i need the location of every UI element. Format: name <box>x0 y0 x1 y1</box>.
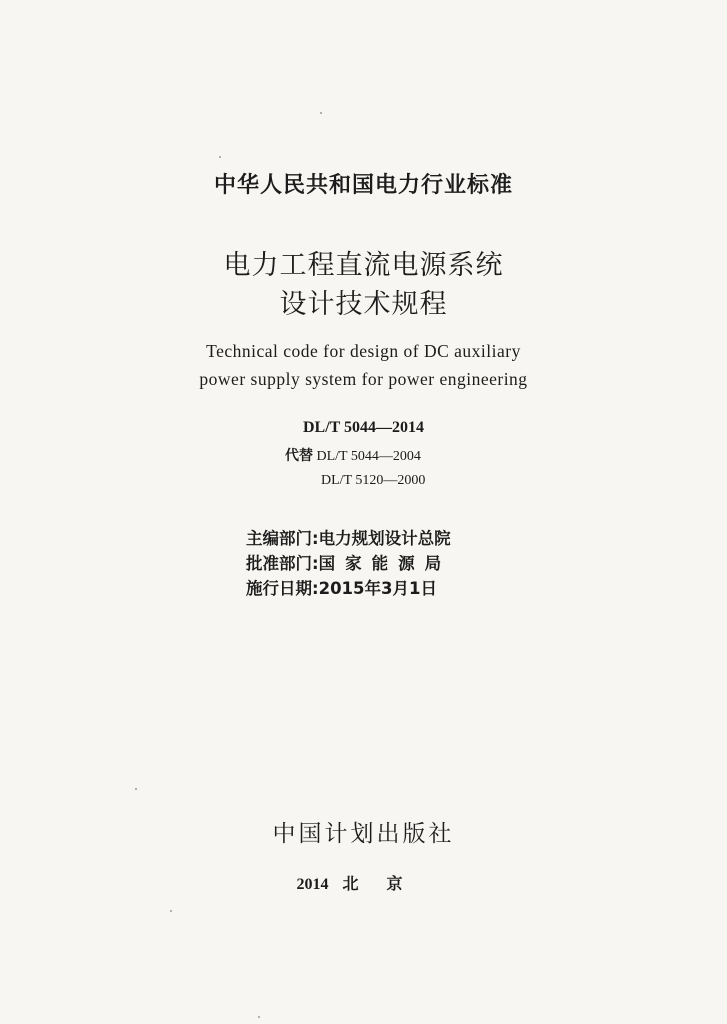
code-number: DL/T 5044—2014 <box>302 419 425 436</box>
scan-speck <box>135 788 137 790</box>
title-cn-line2: 设计技术规程 <box>279 289 448 320</box>
publisher: 中国计划出版社 <box>272 821 455 847</box>
scan-speck <box>258 1016 260 1018</box>
editor-dept: 主编部门:电力规划设计总院 <box>246 529 451 548</box>
replaces-row <box>285 444 425 469</box>
info-block <box>246 526 451 601</box>
replaces-label: 代替 <box>285 448 313 464</box>
publication-city: 北京 <box>342 874 431 893</box>
replaces-row <box>285 469 425 493</box>
scan-speck <box>170 910 172 912</box>
standard-level: 中华人民共和国电力行业标准 <box>213 173 513 198</box>
title-en-line1: Technical code for design of DC auxiliary <box>206 341 521 361</box>
approver-dept: 国家能源局 <box>318 554 452 573</box>
replaced-code: DL/T 5120—2000 <box>321 473 426 488</box>
replaces-block <box>285 444 425 493</box>
publication-year: 2014 <box>296 876 329 893</box>
approver-row <box>246 551 451 576</box>
replaced-code: DL/T 5044—2004 <box>316 449 421 464</box>
effective-date: 施行日期:2015年3月1日 <box>246 579 437 598</box>
scan-speck <box>320 112 322 114</box>
approver-label: 批准部门: <box>246 554 319 573</box>
publication-line <box>0 871 727 894</box>
scan-speck <box>219 156 221 158</box>
title-en-line2: power supply system for power engineering <box>199 369 528 389</box>
title-cn-line1: 电力工程直流电源系统 <box>223 250 504 281</box>
